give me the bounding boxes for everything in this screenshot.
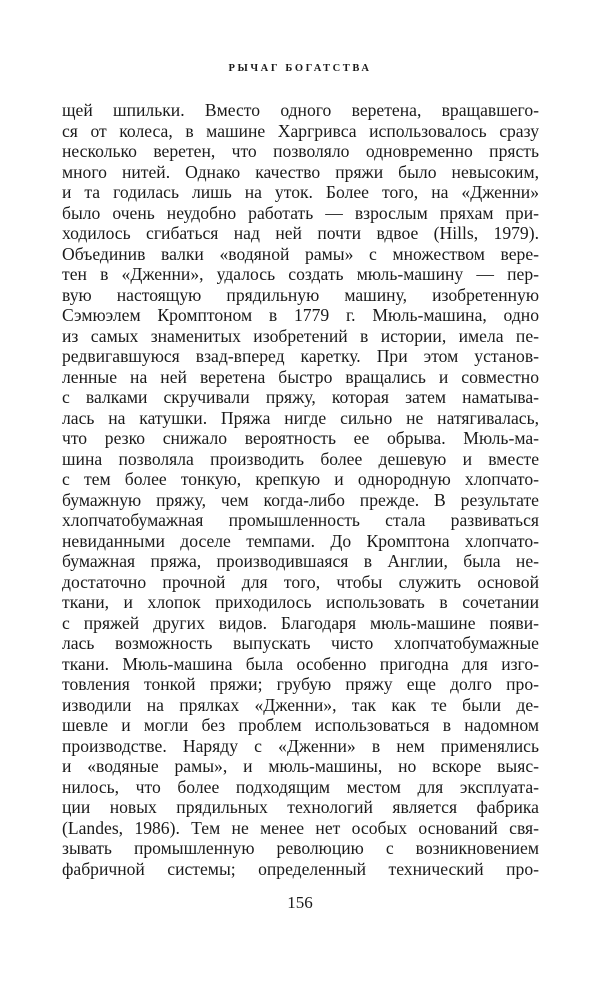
text-line: с тем более тонкую, крепкую и однородную хлопчато-: [62, 469, 539, 489]
text-line: бумажную пряжу, чем когда-либо прежде. В результате: [62, 489, 539, 510]
text-line: лась возможность выпускать чисто хлопчатобумажные: [62, 633, 539, 653]
text-line: что резко снижало вероятность ее обрыва. Мюль-ма-: [62, 428, 539, 448]
text-line: невиданными доселе темпами. До Кромптона хлопчато-: [62, 530, 539, 551]
text-line: тен в «Дженни», удалось создать мюль-машину — пер-: [62, 264, 539, 284]
text-line: бумажная пряжа, производившаяся в Англии, была не-: [62, 551, 539, 571]
text-line: ся от колеса, в машине Харгривса использовалось сразу: [62, 120, 539, 141]
text-line: изводили на прялках «Дженни», так как те были де-: [62, 694, 539, 715]
text-line: зывать промышленную революцию с возникновением: [62, 838, 539, 858]
text-line: лась на катушки. Пряжа нигде сильно не натягивалась,: [62, 407, 539, 428]
text-line: достаточно прочной для того, чтобы служить основой: [62, 571, 539, 592]
text-line: ленные на ней веретена быстро вращались и совместно: [62, 366, 539, 387]
text-line: из самых знаменитых изобретений в истории, имела пе-: [62, 325, 539, 346]
page-number: 156: [287, 893, 313, 912]
text-line: Объединив валки «водяной рамы» с множеством вере-: [62, 243, 539, 264]
text-line: щей шпильки. Вместо одного веретена, вращавшего-: [62, 100, 539, 120]
text-line: ткани. Мюль-машина была особенно пригодна для изго-: [62, 653, 539, 674]
text-line: производстве. Наряду с «Дженни» в нем применялись: [62, 735, 539, 756]
text-line: нилось, что более подходящим местом для эксплуата-: [62, 776, 539, 797]
running-header: РЫЧАГ БОГАТСТВА: [228, 63, 372, 74]
text-line: много нитей. Однако качество пряжи было невысоким,: [62, 161, 539, 182]
text-line: Сэмюэлем Кромптоном в 1779 г. Мюль-машина, одно: [62, 305, 539, 325]
text-line: вую настоящую прядильную машину, изобретенную: [62, 284, 539, 305]
text-line: ции новых прядильных технологий является фабрика: [62, 797, 539, 817]
text-line: шевле и могли без проблем использоваться в надомном: [62, 715, 539, 735]
text-line: несколько веретен, что позволяло одновременно прясть: [62, 141, 539, 161]
text-line: и та годилась лишь на уток. Более того, на «Дженни»: [62, 182, 539, 202]
text-line: редвигавшуюся взад-вперед каретку. При этом установ-: [62, 346, 539, 366]
body-text: [62, 100, 539, 879]
text-line: ходилось сгибаться над ней почти вдвое (Hills, 1979).: [62, 223, 539, 243]
text-line: и «водяные рамы», и мюль-машины, но вскоре выяс-: [62, 756, 539, 776]
text-line: товления тонкой пряжи; грубую пряжу еще долго про-: [62, 674, 539, 694]
text-line: шина позволяла производить более дешевую и вместе: [62, 448, 539, 469]
text-line: ткани, и хлопок приходилось использовать в сочетании: [62, 592, 539, 612]
text-line: (Landes, 1986). Тем не менее нет особых оснований свя-: [62, 817, 539, 838]
text-line: с валками скручивали пряжу, которая затем наматыва-: [62, 387, 539, 407]
text-line: с пряжей других видов. Благодаря мюль-машине появи-: [62, 612, 539, 633]
text-line: хлопчатобумажная промышленность стала развиваться: [62, 510, 539, 530]
text-line: фабричной системы; определенный технический про-: [62, 858, 539, 879]
text-line: было очень неудобно работать — взрослым пряхам при-: [62, 202, 539, 223]
